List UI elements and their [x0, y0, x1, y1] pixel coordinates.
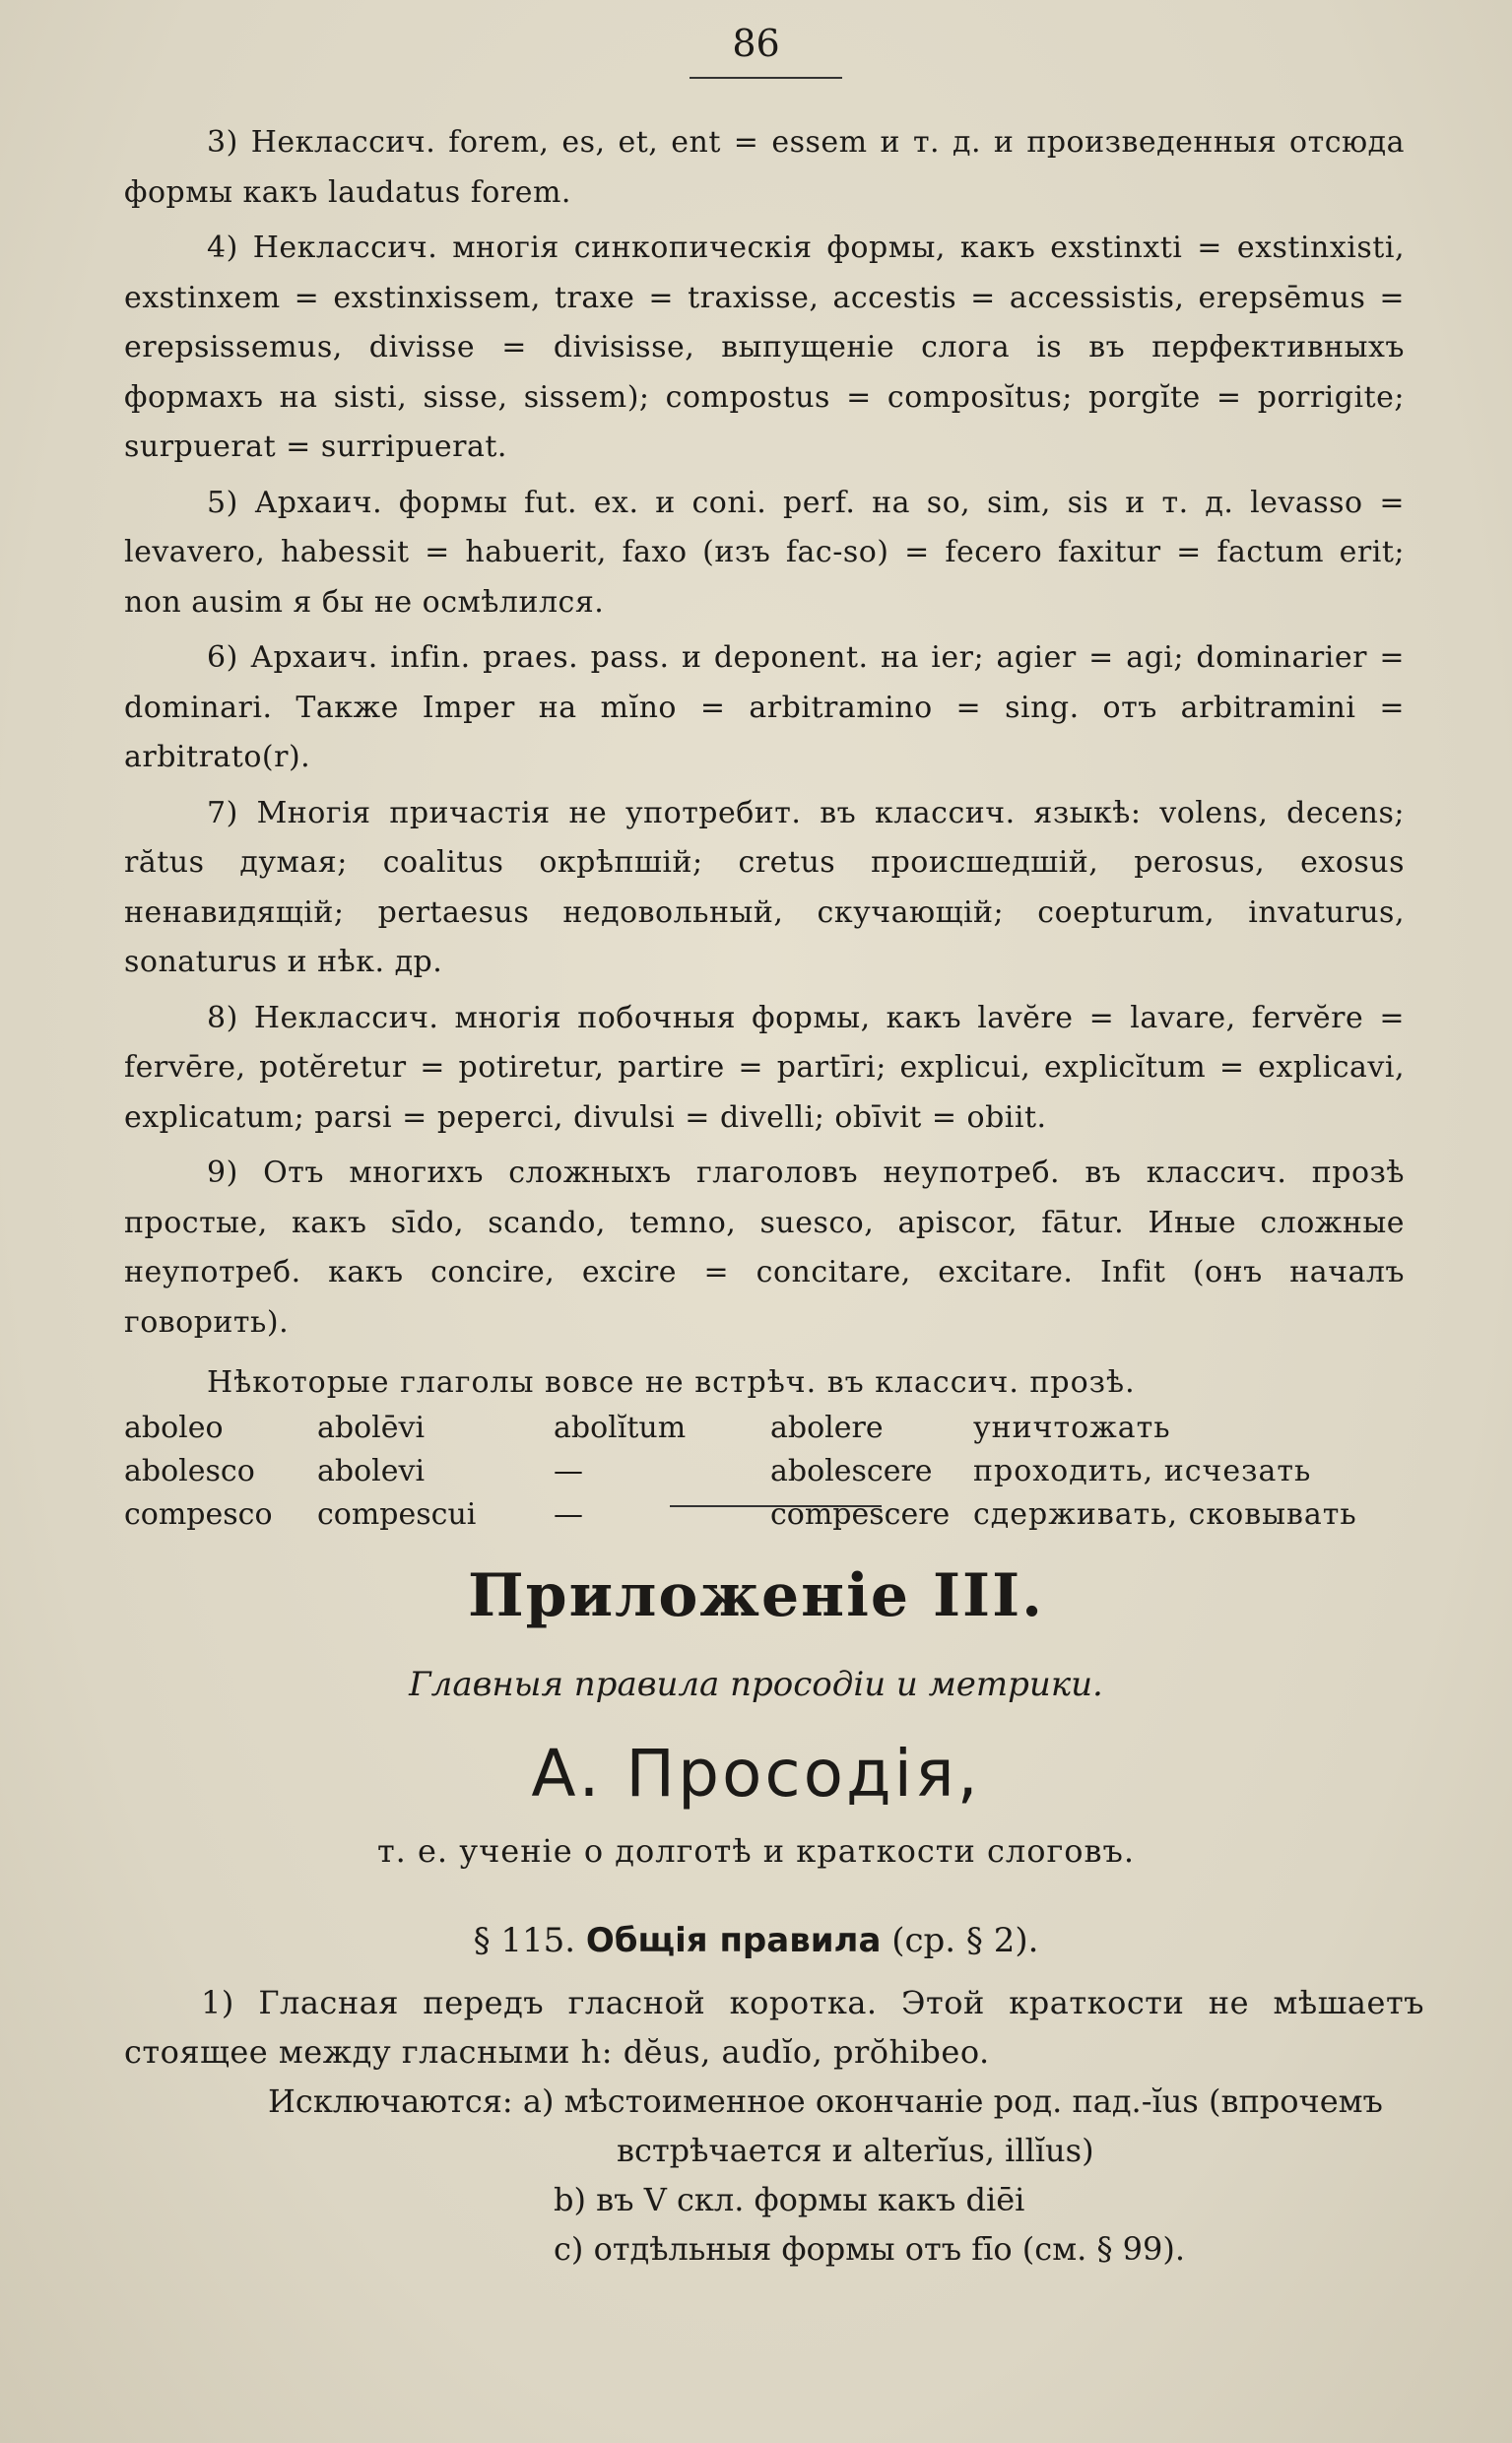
section-ref: (ср. § 2).	[891, 1921, 1039, 1960]
exception-c: c) отдѣльныя формы отъ fīo (см. § 99).	[554, 2230, 1185, 2268]
prosody-subtitle: т. е. ученіе о долготѣ и краткости слоговъ.	[376, 1832, 1136, 1870]
item-4: 4) Неклассич. многія синкопическія формы, какъ exstinxti = exstinxisti, exstinxem = exstinxissem, traxe = traxisse, accestis = accessistis, erepsēmus = erepsissemus, divisse = divisisse, выпущеніе слога is въ перфективныхъ формахъ на sisti, sisse, sissem); compostus = composĭtus; porgĭte = porrigite; surpuerat = surripuerat.	[124, 231, 1405, 464]
header-rule	[690, 77, 842, 79]
item-9: 9) Отъ многихъ сложныхъ глаголовъ неупотреб. въ классич. прозѣ простые, какъ sīdo, scando, temno, suesco, apiscor, fātur. Иные сложные неупотреб. какъ concire, excire = concitare, excitare. Infit (онъ началъ говорить).	[124, 1155, 1405, 1340]
exceptions-label: Исключаются: а) мѣстоименное окончаніе род. пад.-ĭus (впрочемъ	[268, 2082, 1383, 2120]
rules-block	[124, 1978, 1424, 2274]
appendix-title: Приложеніе III.	[467, 1561, 1045, 1630]
item-8: 8) Неклассич. многія побочныя формы, какъ lavĕre = lavare, fervĕre = fervēre, potĕretur = potiretur, partire = partīri; explicui, explicĭtum = explicavi, explicatum; parsi = peperci, divulsi = divelli; obīvit = obiit.	[124, 1000, 1405, 1135]
section-title: Общія правила	[585, 1921, 882, 1960]
table-row: abolesco abolevi — abolescere проходить, исчезать	[124, 1454, 1312, 1488]
exception-b: b) въ V скл. формы какъ diēi	[554, 2181, 1025, 2218]
item-3: 3) Неклассич. forem, es, et, ent = essem и т. д. и произведенныя отсюда формы какъ laudatus forem.	[124, 125, 1405, 210]
table-row: aboleo abolēvi abolĭtum abolere уничтожать	[124, 1411, 1171, 1445]
prosody-title: А. Просодія,	[531, 1736, 981, 1812]
appendix-subtitle: Главныя правила просодіи и метрики.	[409, 1665, 1103, 1704]
item-6: 6) Архаич. infin. praes. pass. и deponent. на ier; agier = agi; dominarier = dominari. Также Imper на mĭno = arbitramino = sing. отъ arbitramini = arbitrato(r).	[124, 640, 1405, 774]
verbs-intro: Нѣкоторые глаголы вовсе не встрѣч. въ классич. прозѣ.	[207, 1365, 1136, 1400]
item-5: 5) Архаич. формы fut. ex. и coni. perf. на so, sim, sis и т. д. levasso = levavero, habessit = habuerit, faxo (изъ fac-so) = fecero faxitur = factum erit; non ausim я бы не осмѣлился.	[124, 485, 1405, 620]
table-row: compesco compescui — compescere сдерживать, сковывать	[124, 1497, 1357, 1532]
section-divider	[670, 1505, 882, 1507]
exceptions-continued: встрѣчается и alterĭus, illĭus)	[617, 2132, 1094, 2169]
rule-1: 1) Гласная передъ гласной коротка. Этой краткости не мѣшаетъ стоящее между гласными h: dĕus, audĭo, prŏhibeo.	[124, 1984, 1425, 2071]
page-number: 86	[732, 22, 780, 65]
section-number: § 115.	[473, 1921, 576, 1960]
main-text	[124, 118, 1405, 1541]
item-7: 7) Многія причастія не употребит. въ классич. языкѣ: volens, decens; rătus думая; coalitus окрѣпшій; cretus происшедшій, perosus, exosus ненавидящій; pertaesus недовольный, скучающій; coepturum, invaturus, sonaturus и нѣк. др.	[124, 795, 1405, 979]
section-heading	[0, 1921, 1512, 1960]
verbs-table	[124, 1411, 1357, 1541]
